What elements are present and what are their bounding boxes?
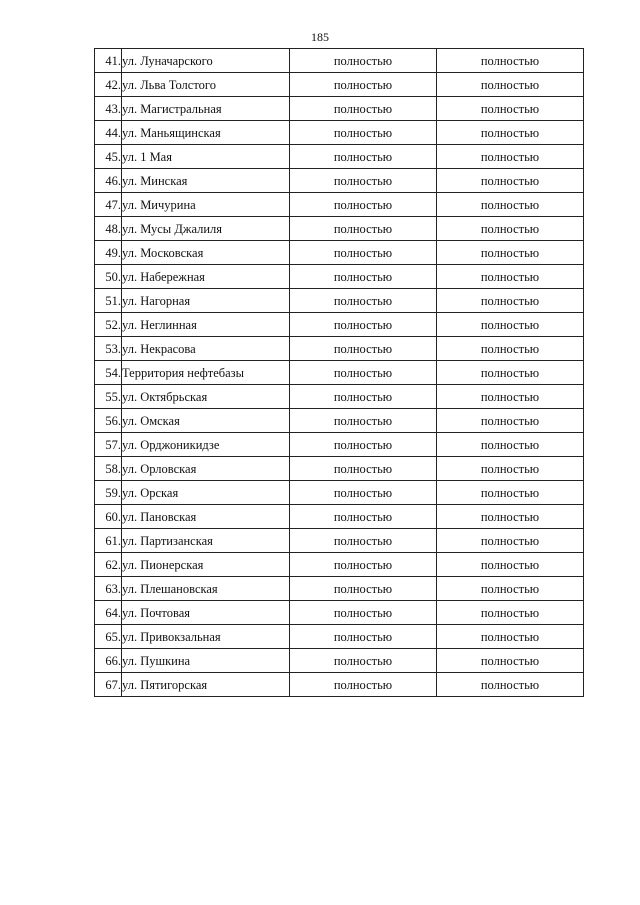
coverage-cell-2: полностью [437,97,584,121]
row-number-cell: 45. [95,145,122,169]
coverage-cell-2: полностью [437,337,584,361]
street-name-cell: ул. Пятигорская [122,673,290,697]
coverage-cell-2: полностью [437,313,584,337]
row-number-cell: 62. [95,553,122,577]
coverage-cell-2: полностью [437,265,584,289]
coverage-cell-2: полностью [437,457,584,481]
table-row [95,433,584,457]
street-name-cell: ул. Октябрьская [122,385,290,409]
street-name-cell: ул. Плешановская [122,577,290,601]
table-row [95,337,584,361]
coverage-cell-1: полностью [290,217,437,241]
row-number-cell: 67. [95,673,122,697]
coverage-cell-1: полностью [290,505,437,529]
street-name-cell: ул. Льва Толстого [122,73,290,97]
street-name-cell: ул. Минская [122,169,290,193]
table-row [95,385,584,409]
coverage-cell-2: полностью [437,169,584,193]
row-number-cell: 61. [95,529,122,553]
street-name-cell: ул. Орджоникидзе [122,433,290,457]
table-row [95,241,584,265]
street-name-cell: ул. Партизанская [122,529,290,553]
street-name-cell: ул. Омская [122,409,290,433]
coverage-cell-1: полностью [290,241,437,265]
row-number-cell: 41. [95,49,122,73]
coverage-cell-2: полностью [437,409,584,433]
row-number-cell: 60. [95,505,122,529]
coverage-cell-1: полностью [290,577,437,601]
street-name-cell: ул. Пионерская [122,553,290,577]
table-row [95,577,584,601]
street-name-cell: ул. 1 Мая [122,145,290,169]
table-row [95,553,584,577]
coverage-cell-2: полностью [437,217,584,241]
coverage-cell-2: полностью [437,73,584,97]
coverage-cell-1: полностью [290,361,437,385]
street-name-cell: Территория нефтебазы [122,361,290,385]
table-row [95,265,584,289]
table-row [95,121,584,145]
street-name-cell: ул. Нагорная [122,289,290,313]
table-row [95,601,584,625]
row-number-cell: 59. [95,481,122,505]
table-row [95,217,584,241]
street-name-cell: ул. Набережная [122,265,290,289]
coverage-cell-2: полностью [437,673,584,697]
coverage-cell-1: полностью [290,49,437,73]
coverage-cell-1: полностью [290,337,437,361]
street-name-cell: ул. Маньящинская [122,121,290,145]
coverage-cell-1: полностью [290,553,437,577]
coverage-cell-1: полностью [290,649,437,673]
table-row [95,457,584,481]
row-number-cell: 53. [95,337,122,361]
row-number-cell: 51. [95,289,122,313]
page-number: 185 [311,30,329,44]
street-name-cell: ул. Московская [122,241,290,265]
street-name-cell: ул. Неглинная [122,313,290,337]
row-number-cell: 54. [95,361,122,385]
row-number-cell: 57. [95,433,122,457]
table-row [95,649,584,673]
coverage-cell-1: полностью [290,289,437,313]
coverage-cell-2: полностью [437,49,584,73]
table-row [95,409,584,433]
table-row [95,193,584,217]
coverage-cell-1: полностью [290,601,437,625]
street-name-cell: ул. Мичурина [122,193,290,217]
table-row [95,505,584,529]
row-number-cell: 44. [95,121,122,145]
coverage-cell-2: полностью [437,241,584,265]
row-number-cell: 52. [95,313,122,337]
table-row [95,673,584,697]
coverage-cell-1: полностью [290,529,437,553]
row-number-cell: 64. [95,601,122,625]
coverage-cell-1: полностью [290,433,437,457]
streets-table [94,48,584,697]
table-row [95,529,584,553]
coverage-cell-1: полностью [290,169,437,193]
coverage-cell-1: полностью [290,481,437,505]
coverage-cell-2: полностью [437,121,584,145]
street-name-cell: ул. Пушкина [122,649,290,673]
coverage-cell-1: полностью [290,121,437,145]
table-body [95,49,584,697]
table-row [95,625,584,649]
coverage-cell-2: полностью [437,553,584,577]
coverage-cell-1: полностью [290,457,437,481]
row-number-cell: 49. [95,241,122,265]
street-name-cell: ул. Орловская [122,457,290,481]
coverage-cell-2: полностью [437,361,584,385]
row-number-cell: 66. [95,649,122,673]
coverage-cell-1: полностью [290,265,437,289]
row-number-cell: 55. [95,385,122,409]
coverage-cell-2: полностью [437,577,584,601]
table-row [95,49,584,73]
coverage-cell-2: полностью [437,505,584,529]
street-name-cell: ул. Пановская [122,505,290,529]
row-number-cell: 48. [95,217,122,241]
table-row [95,361,584,385]
coverage-cell-2: полностью [437,193,584,217]
coverage-cell-1: полностью [290,625,437,649]
coverage-cell-1: полностью [290,73,437,97]
coverage-cell-2: полностью [437,433,584,457]
table-row [95,73,584,97]
coverage-cell-1: полностью [290,385,437,409]
coverage-cell-1: полностью [290,313,437,337]
street-name-cell: ул. Магистральная [122,97,290,121]
table-row [95,169,584,193]
street-name-cell: ул. Луначарского [122,49,290,73]
row-number-cell: 63. [95,577,122,601]
coverage-cell-1: полностью [290,97,437,121]
coverage-cell-1: полностью [290,193,437,217]
coverage-cell-2: полностью [437,649,584,673]
row-number-cell: 46. [95,169,122,193]
coverage-cell-1: полностью [290,409,437,433]
coverage-cell-2: полностью [437,625,584,649]
coverage-cell-2: полностью [437,385,584,409]
row-number-cell: 43. [95,97,122,121]
row-number-cell: 50. [95,265,122,289]
street-name-cell: ул. Почтовая [122,601,290,625]
row-number-cell: 65. [95,625,122,649]
table-row [95,97,584,121]
coverage-cell-2: полностью [437,289,584,313]
coverage-cell-2: полностью [437,145,584,169]
coverage-cell-1: полностью [290,673,437,697]
street-name-cell: ул. Мусы Джалиля [122,217,290,241]
coverage-cell-2: полностью [437,601,584,625]
table-row [95,313,584,337]
coverage-cell-2: полностью [437,481,584,505]
street-name-cell: ул. Орская [122,481,290,505]
coverage-cell-1: полностью [290,145,437,169]
row-number-cell: 56. [95,409,122,433]
table-row [95,145,584,169]
table-row [95,481,584,505]
row-number-cell: 42. [95,73,122,97]
street-name-cell: ул. Привокзальная [122,625,290,649]
coverage-cell-2: полностью [437,529,584,553]
row-number-cell: 47. [95,193,122,217]
table-row [95,289,584,313]
row-number-cell: 58. [95,457,122,481]
street-name-cell: ул. Некрасова [122,337,290,361]
